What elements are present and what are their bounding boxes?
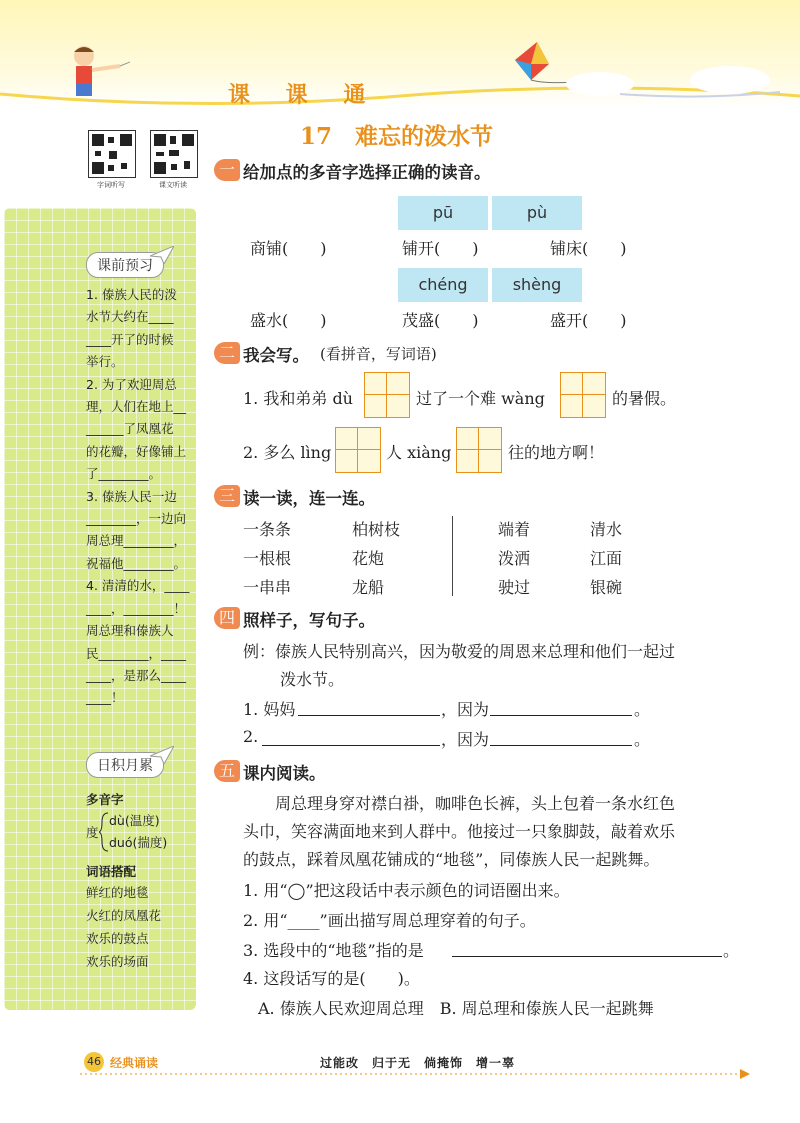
section-number: 五: [214, 760, 240, 782]
writing-grid[interactable]: [364, 372, 410, 418]
q4-prefix: 2.: [243, 727, 259, 746]
preview-line: ______了凤凰花: [86, 421, 174, 437]
match-word[interactable]: 一串串: [243, 578, 292, 597]
preview-line: 周总理和傣族人: [86, 623, 174, 639]
word-blank[interactable]: 茂盛( ): [402, 311, 479, 330]
preview-line: 祝福他________。: [86, 555, 187, 571]
column-divider: [452, 516, 453, 596]
section-number: 四: [214, 607, 240, 629]
q2-suffix: 的暑假。: [612, 389, 677, 408]
q2-middle: 过了一个难 wàng: [416, 389, 545, 408]
collocation-item: 欢乐的场面: [86, 954, 149, 969]
match-word[interactable]: 花炮: [352, 549, 385, 568]
match-word[interactable]: 江面: [590, 549, 623, 568]
qr-label: 字词听写: [97, 181, 125, 189]
match-word[interactable]: 端着: [498, 520, 531, 539]
preview-line: ________，一边向: [86, 511, 187, 527]
paper-plane-icon: [150, 746, 174, 764]
polyphone-reading: dù(温度): [109, 813, 160, 828]
writing-grid[interactable]: [560, 372, 606, 418]
match-word[interactable]: 清水: [590, 520, 623, 539]
section-title: 我会写。: [243, 346, 309, 365]
passage-line: 的鼓点，踩着凤凰花铺成的“地毯”，同傣族人民一起跳舞。: [243, 850, 660, 869]
section-title: 课内阅读。: [243, 764, 326, 783]
series-title: 课 课 通: [228, 83, 380, 108]
q2-suffix: 往的地方啊！: [508, 443, 605, 462]
word-blank[interactable]: 商铺( ): [250, 239, 327, 258]
section-title: 读一读，连一连。: [243, 489, 375, 508]
answer-line[interactable]: [298, 697, 440, 716]
pinyin-option[interactable]: pū: [398, 196, 488, 230]
preview-line: 民________，____: [86, 645, 187, 661]
preview-line: 4. 清清的水，____: [86, 578, 190, 594]
q2-middle: 人 xiàng: [386, 443, 452, 462]
q4-because: ，因为: [441, 730, 490, 749]
preview-line: 水节大约在____: [86, 309, 174, 325]
example-sentence: 泼水节。: [280, 670, 345, 689]
answer-line[interactable]: [452, 938, 722, 957]
q4-because: ，因为: [441, 700, 490, 719]
collocation-title: 词语搭配: [86, 864, 137, 879]
lesson-title: 17 难忘的泼水节: [300, 123, 494, 150]
qr-code-icon[interactable]: [88, 130, 136, 178]
section-number: 三: [214, 485, 240, 507]
preview-line: ____开了的时候: [86, 331, 174, 347]
match-word[interactable]: 一根根: [243, 549, 292, 568]
match-word[interactable]: 龙船: [352, 578, 385, 597]
q4-end: 。: [634, 730, 651, 749]
preview-line: 理，人们在地上__: [86, 399, 187, 415]
q4-prefix: 1. 妈妈: [243, 700, 296, 719]
section-note: (看拼音，写词语): [320, 345, 437, 363]
footer-quote: 过能改 归于无 倘掩饰 增一辜: [320, 1056, 516, 1070]
collocation-item: 鲜红的地毯: [86, 885, 149, 900]
passage-line: 周总理身穿对襟白褂，咖啡色长裤，头上包着一条水红色: [243, 794, 676, 813]
preview-line: 周总理________，: [86, 533, 187, 549]
word-blank[interactable]: 盛开( ): [550, 311, 627, 330]
preview-heading: 课前预习: [86, 252, 164, 278]
preview-line: 了________。: [86, 466, 162, 482]
brace-icon: [99, 812, 109, 852]
reading-question: 3. 选段中的“地毯”指的是: [243, 941, 424, 960]
cloud-decoration: [560, 56, 780, 100]
polyphone-char: 度: [86, 825, 99, 840]
preview-line: ____！: [86, 690, 124, 706]
match-word[interactable]: 银碗: [590, 578, 623, 597]
word-blank[interactable]: 铺开( ): [402, 239, 479, 258]
pinyin-option[interactable]: chéng: [398, 268, 488, 302]
q2-prefix: 2. 多么 lìng: [243, 443, 332, 462]
pinyin-option[interactable]: pù: [492, 196, 582, 230]
preview-line: 3. 傣族人民一边: [86, 488, 177, 504]
q5-end: 。: [723, 941, 740, 960]
section-number: 一: [214, 159, 240, 181]
match-word[interactable]: 驶过: [498, 578, 531, 597]
collocation-item: 火红的凤凰花: [86, 908, 162, 923]
preview-line: 的花瓣，好像铺上: [86, 443, 187, 459]
boy-illustration: [60, 42, 130, 104]
preview-line: ____，________！: [86, 600, 187, 616]
example-sentence: 例：傣族人民特别高兴，因为敬爱的周恩来总理和他们一起过: [243, 642, 676, 661]
q4-end: 。: [634, 700, 651, 719]
polyphone-title: 多音字: [86, 792, 124, 807]
preview-list: [86, 284, 196, 710]
answer-line[interactable]: [262, 727, 440, 746]
writing-grid[interactable]: [456, 427, 502, 473]
preview-line: ____，是那么____: [86, 667, 187, 683]
writing-grid[interactable]: [335, 427, 381, 473]
qr-label: 课文听读: [159, 181, 187, 189]
paper-plane-icon: [150, 246, 174, 264]
word-blank[interactable]: 铺床( ): [550, 239, 627, 258]
accum-heading: 日积月累: [86, 752, 164, 778]
match-word[interactable]: 一条条: [243, 520, 292, 539]
reading-question: 2. 用“____”画出描写周总理穿着的句子。: [243, 911, 536, 930]
preview-line: 2. 为了欢迎周总: [86, 376, 177, 392]
reading-question: 4. 这段话写的是( )。: [243, 969, 420, 988]
q2-prefix: 1. 我和弟弟 dù: [243, 389, 353, 408]
word-blank[interactable]: 盛水( ): [250, 311, 327, 330]
passage-line: 头巾，笑容满面地来到人群中。他接过一只象脚鼓，敲着欢乐: [243, 822, 676, 841]
section-title: 给加点的多音字选择正确的读音。: [243, 163, 491, 182]
polyphone-reading: duó(揣度): [109, 835, 168, 850]
answer-line[interactable]: [490, 727, 632, 746]
preview-line: 1. 傣族人民的泼: [86, 287, 177, 302]
page-number: 46: [84, 1052, 104, 1072]
footer-label: 经典诵读: [110, 1056, 159, 1070]
match-word[interactable]: 柏树枝: [352, 520, 401, 539]
answer-line[interactable]: [490, 697, 632, 716]
preview-line: 举行。: [86, 354, 124, 370]
match-word[interactable]: 泼洒: [498, 549, 531, 568]
section-title: 照样子，写句子。: [243, 611, 375, 630]
reading-question: 1. 用“◯”把这段话中表示颜色的词语圈出来。: [243, 881, 570, 900]
pinyin-option[interactable]: shèng: [492, 268, 582, 302]
qr-code-icon[interactable]: [150, 130, 198, 178]
section-number: 二: [214, 342, 240, 364]
answer-options[interactable]: A. 傣族人民欢迎周总理 B. 周总理和傣族人民一起跳舞: [258, 999, 654, 1018]
collocation-item: 欢乐的鼓点: [86, 931, 149, 946]
